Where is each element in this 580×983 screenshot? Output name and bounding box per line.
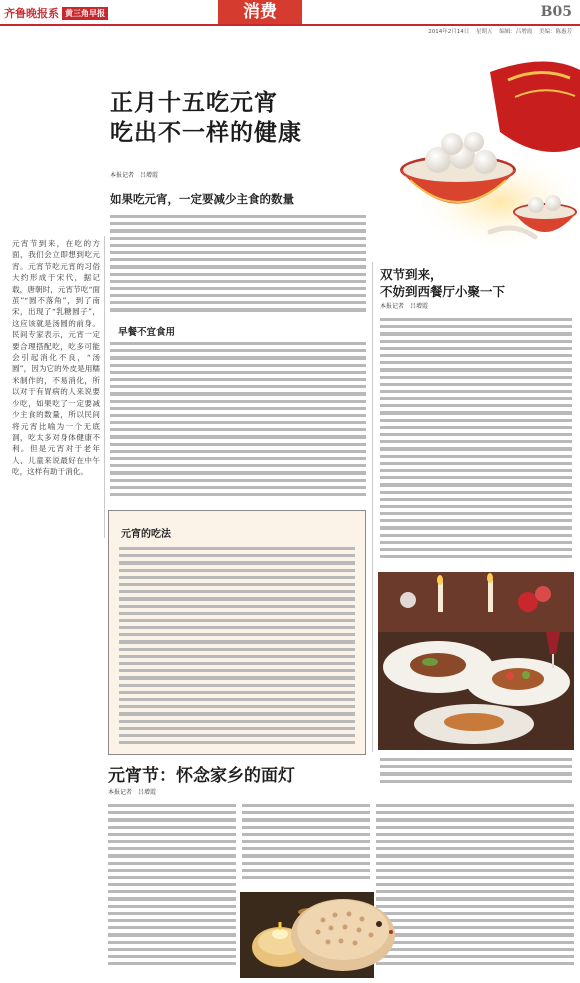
editor-credit: 编辑：吕增霞: [499, 29, 533, 35]
western-meal-photo: [378, 572, 574, 750]
lantern-author: 本报记者 吕增霞: [108, 789, 157, 796]
page-number: B05: [540, 4, 572, 20]
main-subtitle: 如果吃元宵，一定要减少主食的数量: [110, 192, 294, 206]
designer-credit: 美编：陈惠芳: [538, 29, 572, 35]
right-headline-line1: 双节到来，: [380, 267, 443, 282]
right-headline-line2: 不妨到西餐厅小聚一下: [380, 284, 506, 299]
issue-weekday: 星期五: [475, 29, 493, 35]
main-author: 本报记者 吕增霞: [110, 172, 159, 179]
main-headline: [110, 88, 410, 148]
recipe-box: [108, 510, 366, 755]
main-body-para-1: [110, 213, 366, 316]
header-rule: [0, 24, 580, 26]
right-body-2: [380, 756, 572, 790]
recipe-box-title: 元宵的吃法: [121, 529, 171, 540]
lantern-body-col1: [108, 802, 236, 974]
newspaper-brand: [4, 5, 108, 21]
section2-heading: 早餐不宜食用: [118, 327, 176, 338]
right-author: 本报记者 吕增霞: [380, 303, 429, 310]
lantern-headline: 元宵节：怀念家乡的面灯: [108, 766, 295, 786]
main-headline-line2: 吃出不一样的健康: [110, 119, 302, 146]
main-body-para-2: [110, 340, 366, 505]
section-tab: 消费: [218, 0, 302, 24]
lantern-body-col3: [376, 802, 574, 974]
column-divider-right: [372, 262, 373, 752]
issue-date: 2014年2月14日: [428, 29, 470, 35]
issue-meta: [423, 27, 572, 35]
column-divider-left: [104, 236, 105, 538]
brand-name: 齐鲁晚报系: [4, 7, 59, 20]
hedgehog-bun-photo: [283, 880, 403, 975]
main-headline-line1: 正月十五吃元宵: [110, 89, 278, 116]
tangyuan-bowls-photo: [340, 52, 580, 252]
right-body: [380, 316, 572, 568]
intro-column: 元宵节到来，在吃的方面，我们会立即想到吃元宵。元宵节吃元宵的习俗大约形成于宋代，据记载，唐朝时，元宵节吃“面茧”“圆不落角”，到了南宋，出现了“乳糖圆子”，这应该就是汤圆的前身。民间专家表示，元宵一定要合理搭配吃，吃多可能会引起消化不良，“汤圆”，因为它的外皮是用糯米制作的，不易消化，所以对于有胃病的人来说要少吃，如果吃了一定要减少主食的数量，所以民间将元宵比喻为一个无底洞，吃太多对身体健康不利。但是元宵对于老年人、儿童来说最好在中午吃，这样有助于消化。: [12, 239, 100, 477]
recipe-box-body: [119, 545, 355, 747]
brand-tag: 黄三角早报: [62, 7, 108, 20]
page-header: [0, 0, 580, 24]
lantern-body-col2: [242, 802, 370, 888]
right-headline: [380, 266, 505, 300]
